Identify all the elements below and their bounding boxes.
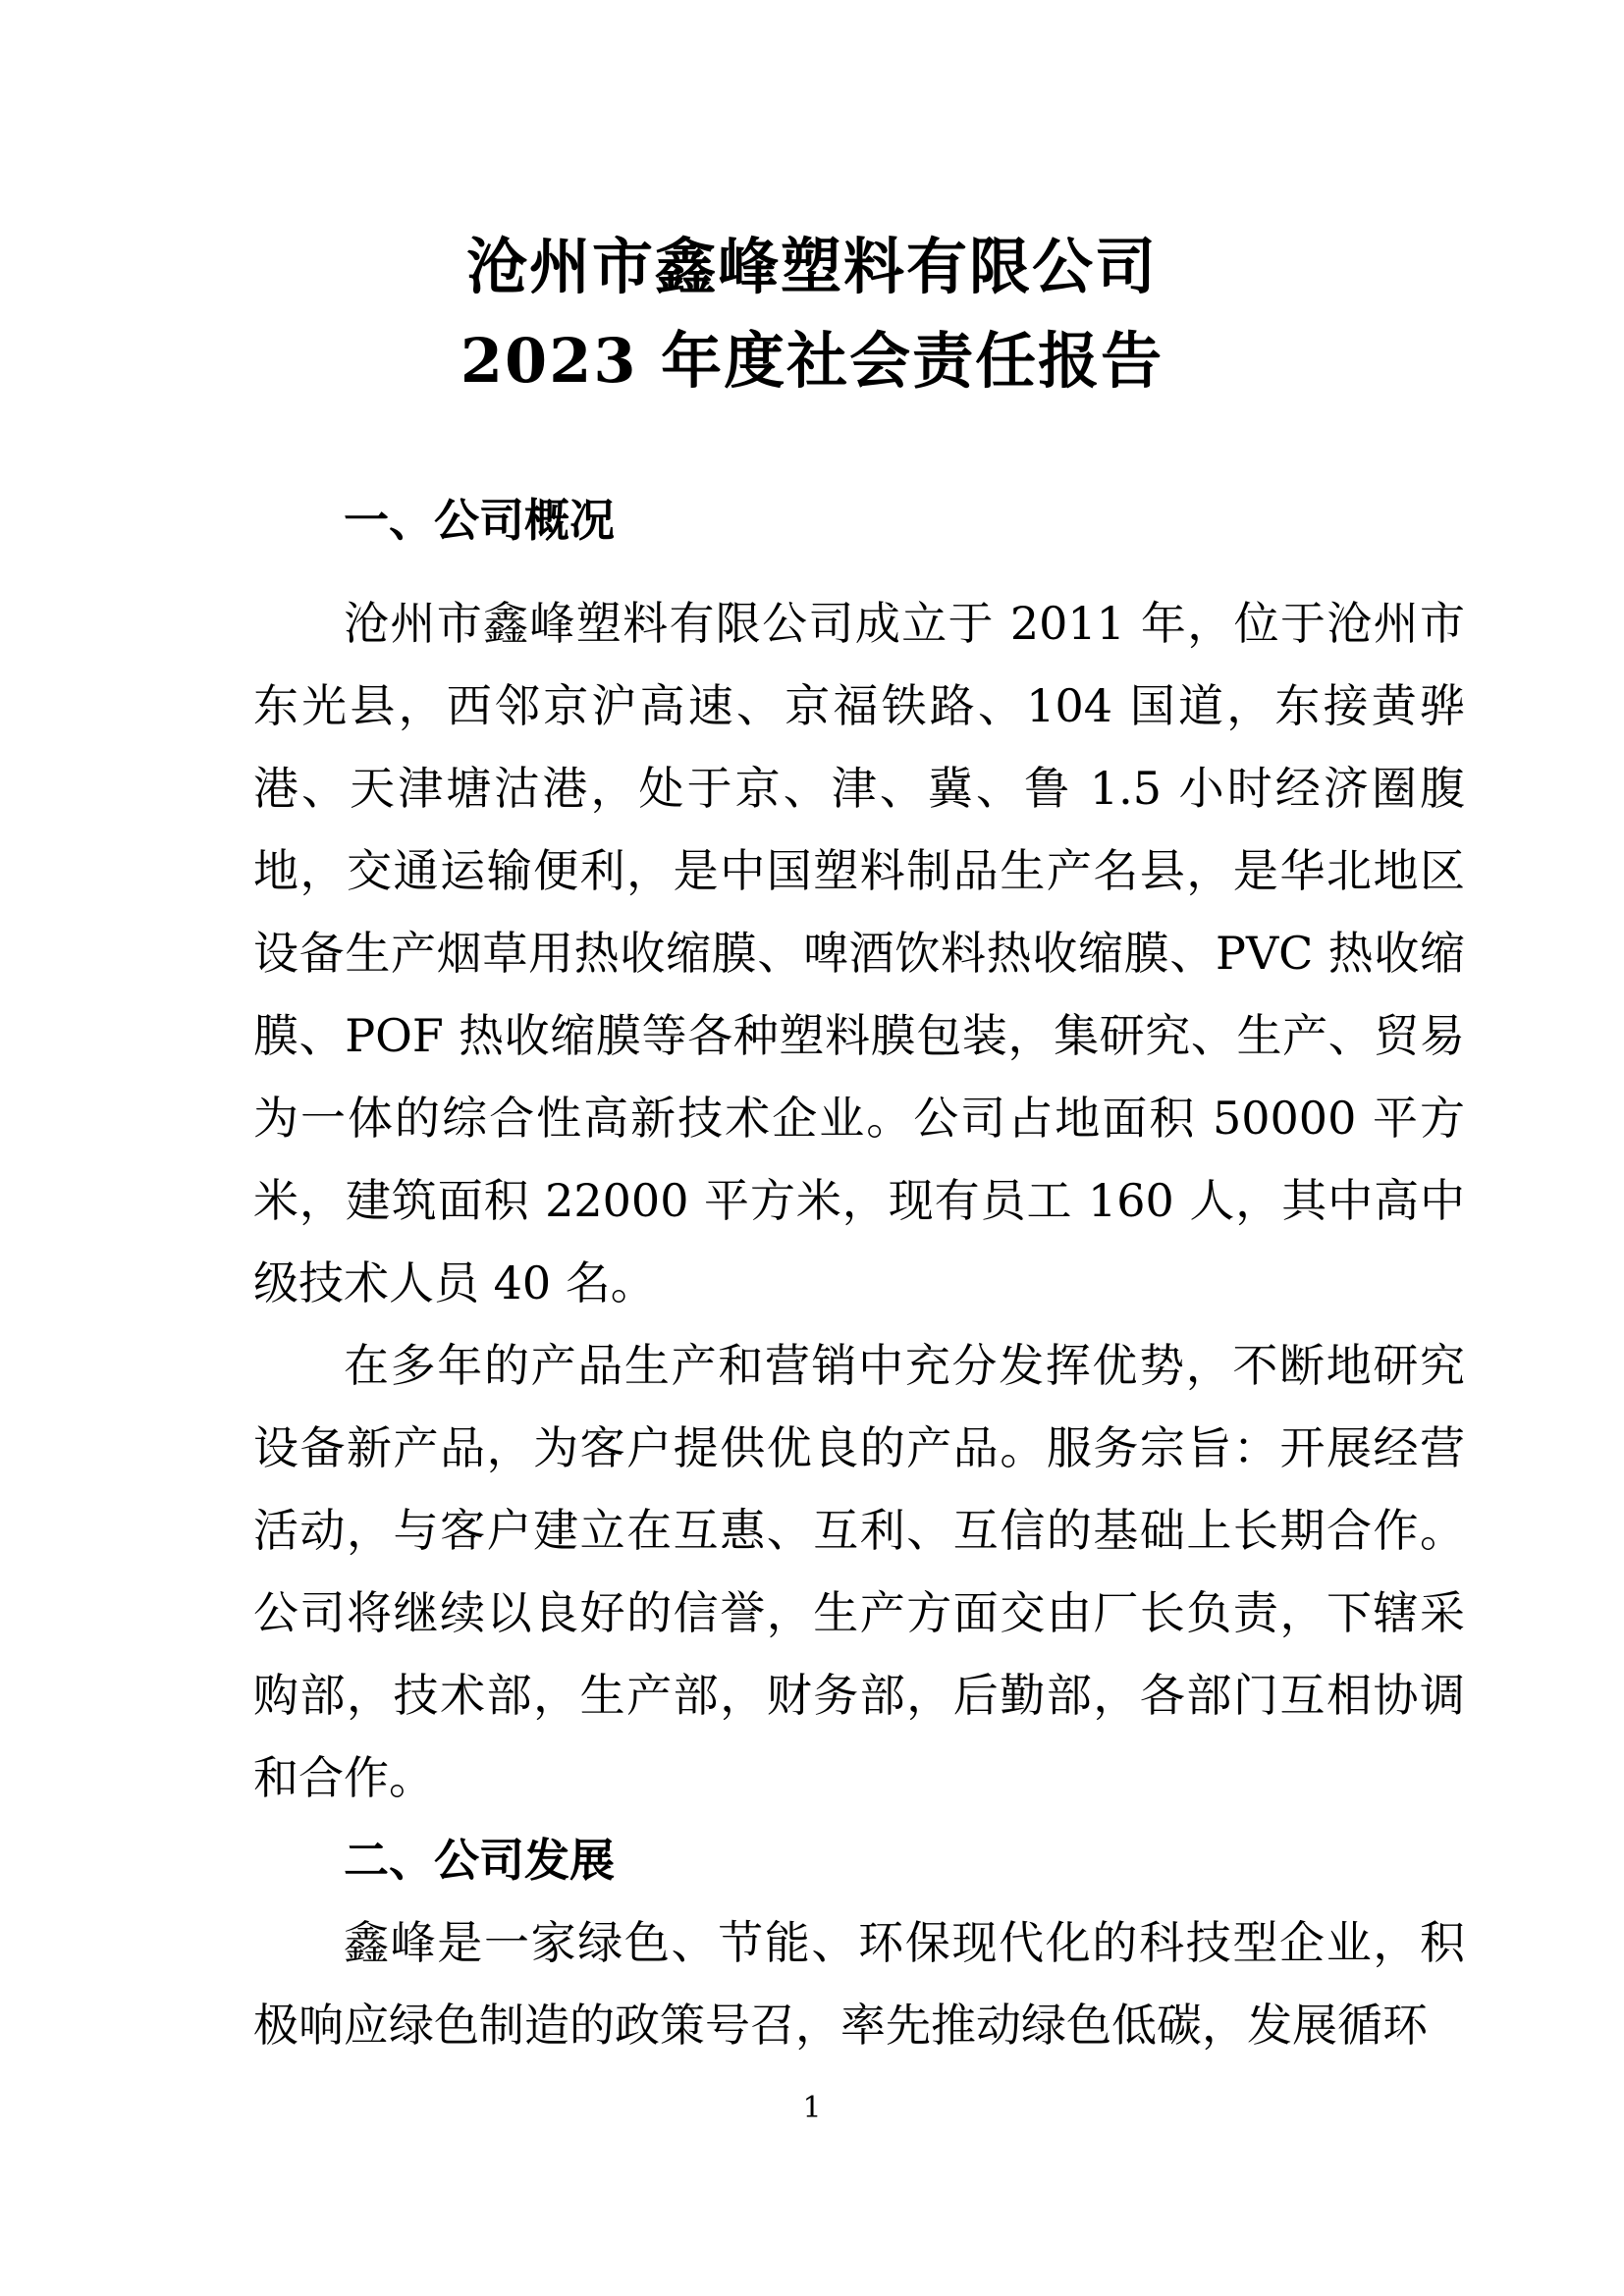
document-title-line-1: 沧州市鑫峰塑料有限公司 <box>465 231 1158 302</box>
section-1-paragraph-2: 在多年的产品生产和营销中充分发挥优势，不断地研究设备新产品，为客户提供优良的产品。服务宗旨：开展经营活动，与客户建立在互惠、互利、互信的基础上长期合作。公司将继续以良好的信誉，生产方面交由厂长负责，下辖采购部，技术部，生产部，财务部，后勤部，各部门互相协调和合作。 <box>253 1339 1465 1804</box>
section-2-paragraph-1: 鑫峰是一家绿色、节能、环保现代化的科技型企业，积极响应绿色制造的政策号召，率先推动绿色低碳，发展循环 <box>253 1916 1465 2052</box>
page-number-label: 1 <box>802 2091 822 2125</box>
section-1-heading: 一、公司概况 <box>344 494 615 547</box>
document-body <box>253 479 1465 2066</box>
document-title-line-2: 2023 年度社会责任报告 <box>460 325 1164 397</box>
section-2-heading: 二、公司发展 <box>344 1834 615 1887</box>
document-title-block <box>0 0 1624 408</box>
section-1-paragraph-1: 沧州市鑫峰塑料有限公司成立于 2011 年，位于沧州市东光县，西邻京沪高速、京福铁路、104 国道，东接黄骅港、天津塘沽港，处于京、津、冀、鲁 1.5 小时经济圈腹地，交通运输便利，是中国塑料制品生产名县，是华北地区设备生产烟草用热收缩膜、啤酒饮料热收缩膜、PVC 热收缩膜、POF 热收缩膜等各种塑料膜包装，集研究、生产、贸易为一体的综合性高新技术企业。公司占地面积 50000 平方米，建筑面积 22000 平方米，现有员工 160 人，其中高中级技术人员 40 名。 <box>253 597 1465 1309</box>
